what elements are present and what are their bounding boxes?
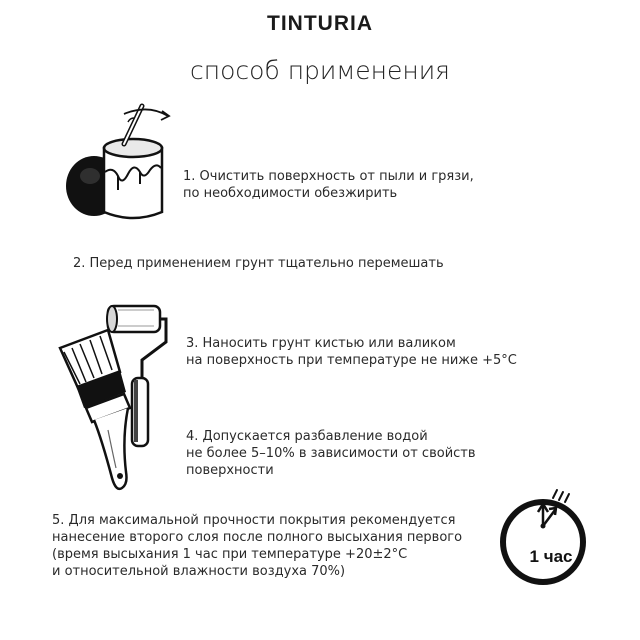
step-line: не более 5–10% в зависимости от свойств xyxy=(186,446,476,461)
step-4-text xyxy=(186,428,476,479)
step-2-text xyxy=(73,255,444,272)
clock-icon xyxy=(497,488,589,588)
step-line: и относительной влажности воздуха 70%) xyxy=(52,564,346,579)
step-line: поверхности xyxy=(186,463,274,478)
step-line: (время высыхания 1 час при температуре +20±2°С xyxy=(52,547,408,562)
paint-can-icon xyxy=(58,100,180,228)
step-line: 4. Допускается разбавление водой xyxy=(186,429,428,444)
clock-label: 1 час xyxy=(529,547,573,566)
step-line: 3. Наносить грунт кистью или валиком xyxy=(186,336,456,351)
step-5-text xyxy=(52,512,462,580)
brand-logo-text: TINTURIA xyxy=(267,12,373,35)
step-1-text xyxy=(183,168,474,202)
page-title: способ применения xyxy=(190,56,450,85)
step-line: нанесение второго слоя после полного высыхания первого xyxy=(52,530,463,545)
step-line: 2. Перед применением грунт тщательно перемешать xyxy=(73,256,444,271)
step-line: 5. Для максимальной прочности покрытия рекомендуется xyxy=(52,513,456,528)
step-3-text xyxy=(186,335,517,369)
step-line: на поверхность при температуре не ниже +5°С xyxy=(186,353,517,368)
paintbrush-icon xyxy=(60,330,130,489)
brush-roller-illustration xyxy=(50,300,180,500)
step-line: по необходимости обезжирить xyxy=(183,186,398,201)
step-line: 1. Очистить поверхность от пыли и грязи, xyxy=(183,169,474,184)
